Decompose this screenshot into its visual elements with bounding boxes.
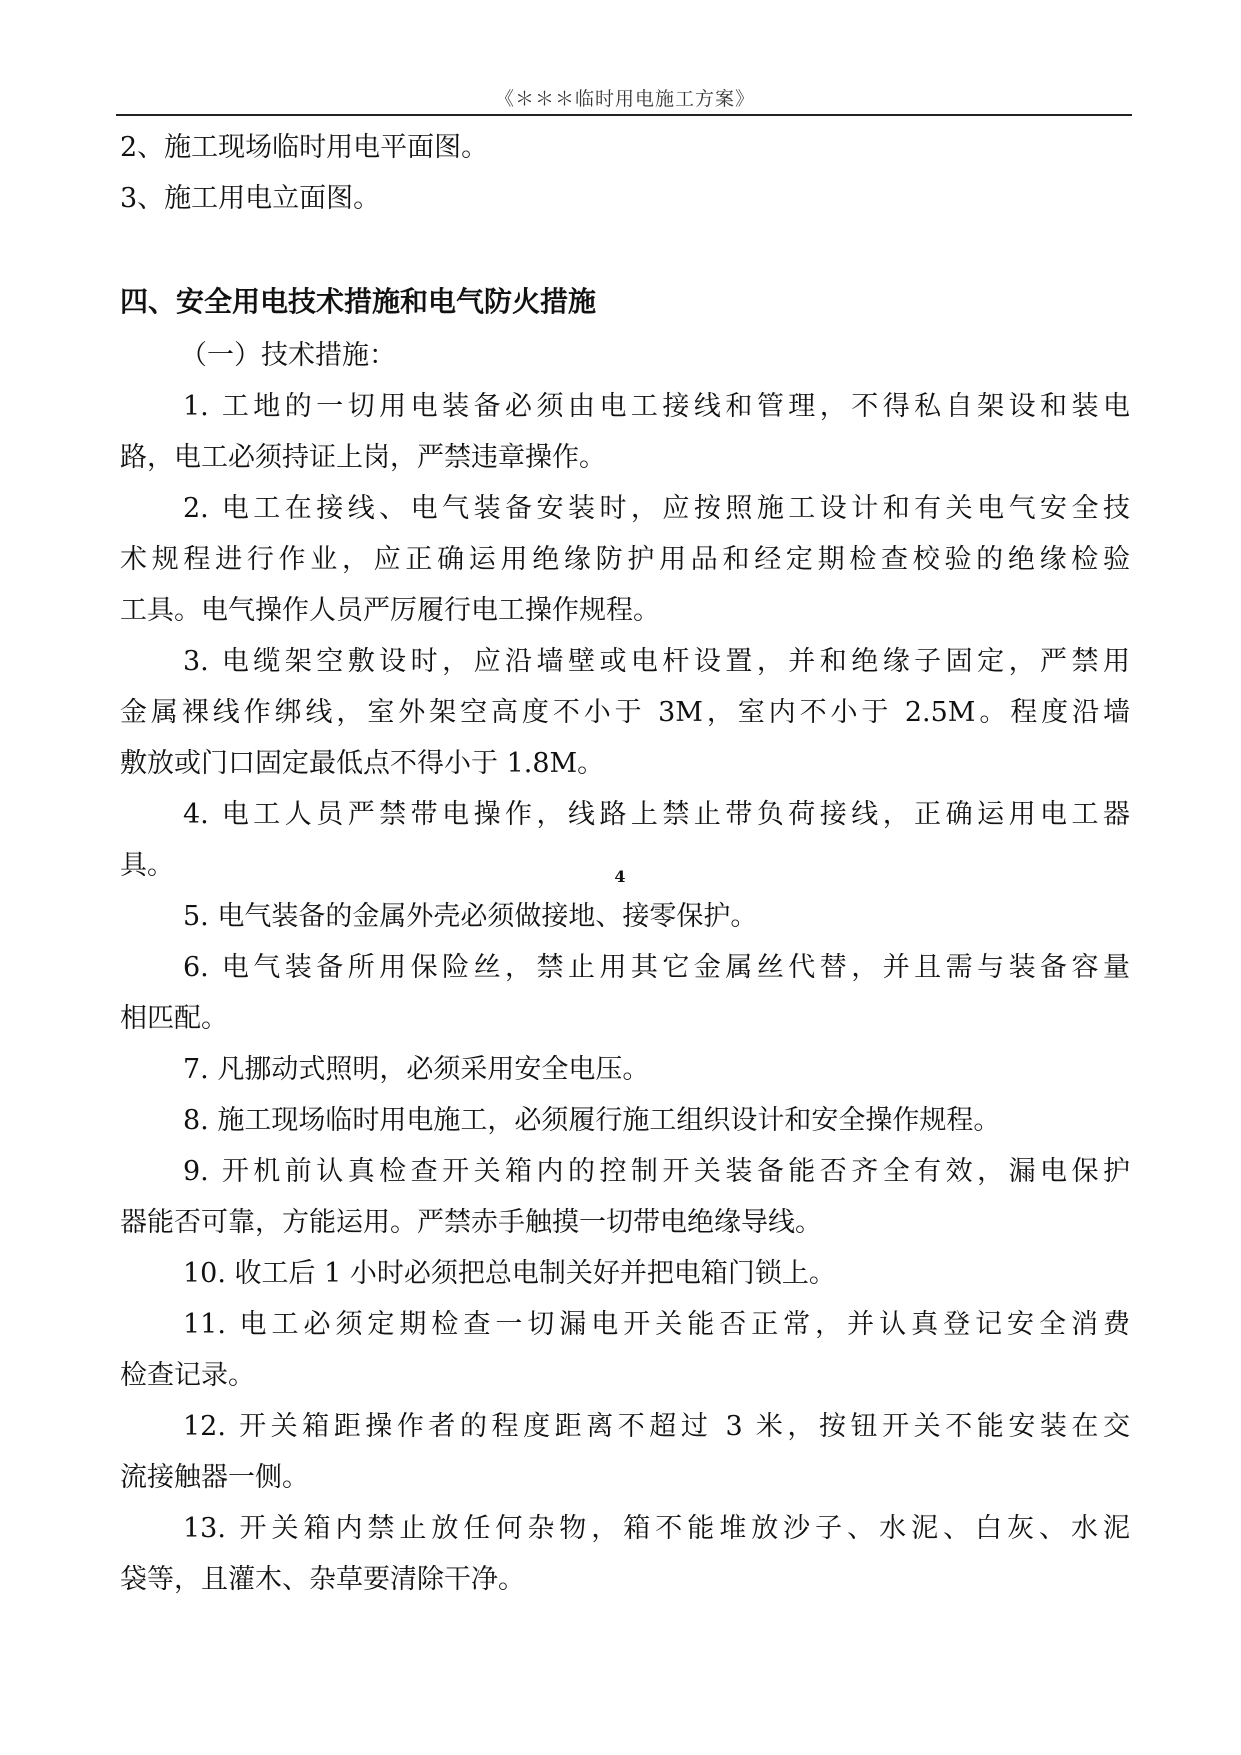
paragraph-line: 相匹配。 <box>120 1003 228 1034</box>
list-item: 2、施工现场临时用电平面图。 <box>120 132 489 163</box>
paragraph-line: 检查记录。 <box>120 1360 255 1391</box>
paragraph-line: 3. 电缆架空敷设时，应沿墙壁或电杆设置，并和绝缘子固定，严禁用 <box>183 646 1130 677</box>
paragraph-line: 10. 收工后 1 小时必须把总电制关好并把电箱门锁上。 <box>183 1258 836 1289</box>
paragraph-line: 1. 工地的一切用电装备必须由电工接线和管理，不得私自架设和装电 <box>183 391 1130 422</box>
paragraph-line: 4. 电工人员严禁带电操作，线路上禁止带负荷接线，正确运用电工器 <box>183 799 1130 830</box>
paragraph-line: 具。 <box>120 850 174 881</box>
paragraph-line: 路，电工必须持证上岗，严禁违章操作。 <box>120 442 606 473</box>
paragraph-line: 12. 开关箱距操作者的程度距离不超过 3 米，按钮开关不能安装在交 <box>183 1411 1130 1442</box>
paragraph-line: 袋等，且灌木、杂草要清除干净。 <box>120 1564 525 1595</box>
paragraph-line: 5. 电气装备的金属外壳必须做接地、接零保护。 <box>183 901 758 932</box>
paragraph-line: 术规程进行作业，应正确运用绝缘防护用品和经定期检查校验的绝缘检验 <box>120 544 1130 575</box>
paragraph-line: 13. 开关箱内禁止放任何杂物，箱不能堆放沙子、水泥、白灰、水泥 <box>183 1513 1130 1544</box>
paragraph-line: 11. 电工必须定期检查一切漏电开关能否正常，并认真登记安全消费 <box>183 1309 1130 1340</box>
running-header: 《＊＊＊临时用电施工方案》 <box>494 88 755 110</box>
paragraph-line: 流接触器一侧。 <box>120 1462 309 1493</box>
list-item: 3、施工用电立面图。 <box>120 183 381 214</box>
paragraph-line: 金属裸线作绑线，室外架空高度不小于 3M，室内不小于 2.5M。程度沿墙 <box>120 697 1130 728</box>
paragraph-line: 6. 电气装备所用保险丝，禁止用其它金属丝代替，并且需与装备容量 <box>183 952 1130 983</box>
paragraph-line: 9. 开机前认真检查开关箱内的控制开关装备能否齐全有效，漏电保护 <box>183 1156 1130 1187</box>
paragraph-spacer <box>120 224 1130 276</box>
paragraph-line: 工具。电气操作人员严厉履行电工操作规程。 <box>120 595 660 626</box>
section-heading: 四、安全用电技术措施和电气防火措施 <box>120 285 597 318</box>
paragraph-line: 2. 电工在接线、电气装备安装时，应按照施工设计和有关电气安全技 <box>183 493 1130 524</box>
document-body <box>120 122 1130 1605</box>
paragraph-line: 器能否可靠，方能运用。严禁赤手触摸一切带电绝缘导线。 <box>120 1207 822 1238</box>
page-number: 4 <box>614 867 626 886</box>
subsection-heading: （一）技术措施： <box>180 340 396 371</box>
paragraph-line: 7. 凡挪动式照明，必须采用安全电压。 <box>183 1054 650 1085</box>
header-rule <box>116 114 1132 116</box>
paragraph-line: 敷放或门口固定最低点不得小于 1.8M。 <box>120 748 605 779</box>
paragraph-line: 8. 施工现场临时用电施工，必须履行施工组织设计和安全操作规程。 <box>183 1105 1001 1136</box>
